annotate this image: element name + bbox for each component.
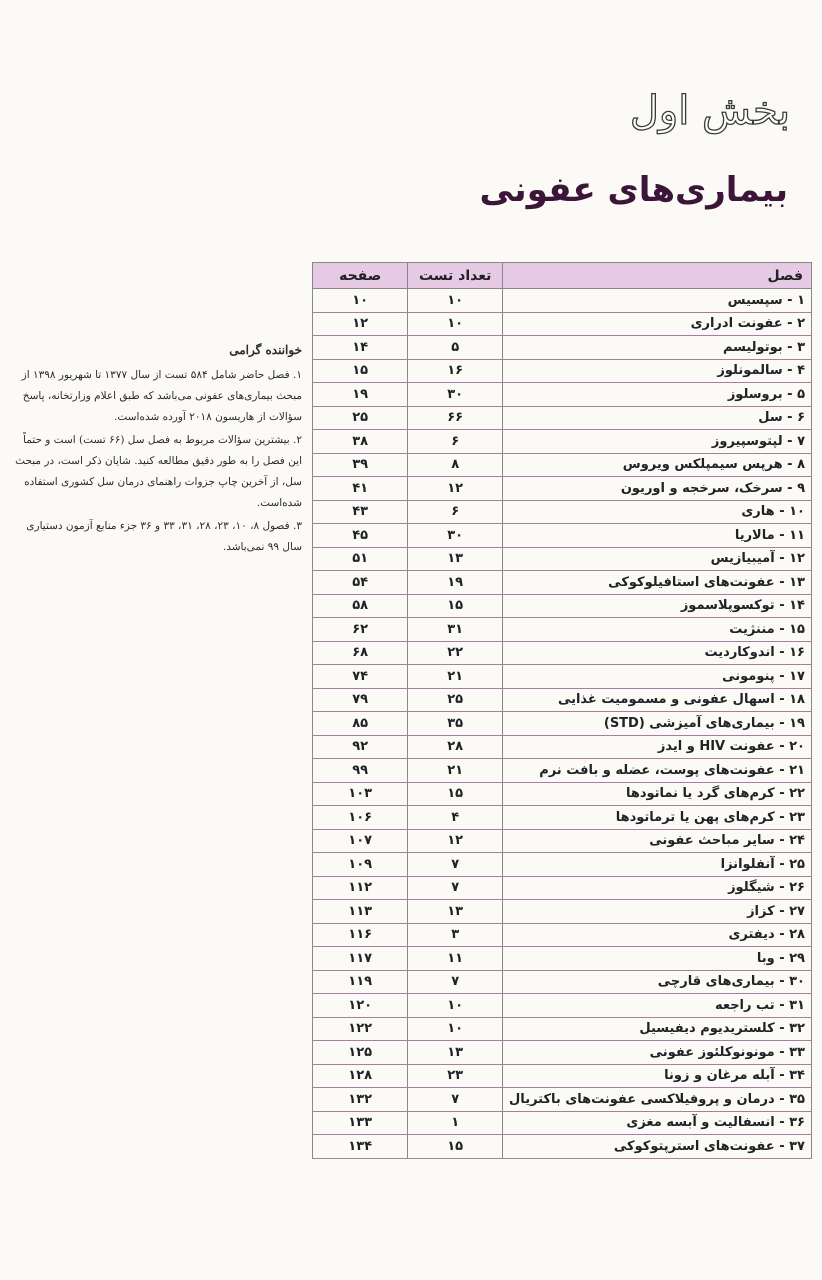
table-body: [313, 289, 812, 1159]
count-cell: ۱۳: [408, 547, 503, 571]
page-cell: ۳۸: [313, 430, 408, 454]
count-cell: ۱۰: [408, 289, 503, 313]
table-row: [313, 1111, 812, 1135]
page-cell: ۲۵: [313, 406, 408, 430]
chapter-cell: ۲۱ - عفونت‌های پوست، عضله و بافت نرم: [503, 759, 812, 783]
count-cell: ۱: [408, 1111, 503, 1135]
reader-note: [10, 340, 302, 560]
note-paragraph: ۳. فصول ۸، ۱۰، ۲۳، ۲۸، ۳۱، ۳۳ و ۳۶ جزء منابع آزمون دستیاری سال ۹۹ نمی‌باشد.: [26, 520, 302, 553]
count-cell: ۷: [408, 876, 503, 900]
table-row: [313, 665, 812, 689]
count-cell: ۱۵: [408, 594, 503, 618]
count-cell: ۶: [408, 430, 503, 454]
page-cell: ۱۹: [313, 383, 408, 407]
table-row: [313, 923, 812, 947]
header-count: تعداد تست: [408, 263, 503, 289]
chapter-cell: ۲۸ - دیفتری: [503, 923, 812, 947]
table-row: [313, 359, 812, 383]
chapter-cell: ۳۳ - مونونوکلئوز عفونی: [503, 1041, 812, 1065]
chapter-cell: ۶ - سل: [503, 406, 812, 430]
count-cell: ۱۶: [408, 359, 503, 383]
chapter-cell: ۱۶ - اندوکاردیت: [503, 641, 812, 665]
table-row: [313, 477, 812, 501]
page-cell: ۹۹: [313, 759, 408, 783]
chapter-cell: ۲۲ - کرم‌های گرد یا نماتودها: [503, 782, 812, 806]
note-paragraph: ۱. فصل حاضر شامل ۵۸۴ تست از سال ۱۳۷۷ تا شهریور ۱۳۹۸ از مبحث بیماری‌های عفونی می‌باشد که طبق اعلام وزارتخانه، پاسخ سؤالات از هاریسون ۲۰۱۸ آورده شده‌است.: [21, 369, 302, 423]
page-cell: ۴۳: [313, 500, 408, 524]
page-cell: ۶۲: [313, 618, 408, 642]
table-row: [313, 594, 812, 618]
table-header-row: [313, 263, 812, 289]
chapter-cell: ۳۴ - آبله مرغان و زونا: [503, 1064, 812, 1088]
table-row: [313, 453, 812, 477]
page-cell: ۷۴: [313, 665, 408, 689]
count-cell: ۱۰: [408, 1017, 503, 1041]
count-cell: ۱۵: [408, 1135, 503, 1159]
chapter-cell: ۱۷ - پنومونی: [503, 665, 812, 689]
page-cell: ۱۰۶: [313, 806, 408, 830]
table-row: [313, 383, 812, 407]
chapter-cell: ۳۶ - انسفالیت و آبسه مغزی: [503, 1111, 812, 1135]
table-row: [313, 618, 812, 642]
count-cell: ۱۲: [408, 477, 503, 501]
count-cell: ۱۵: [408, 782, 503, 806]
count-cell: ۲۲: [408, 641, 503, 665]
count-cell: ۱۹: [408, 571, 503, 595]
table-row: [313, 289, 812, 313]
table-row: [313, 806, 812, 830]
chapter-cell: ۱۱ - مالاریا: [503, 524, 812, 548]
chapter-cell: ۲۹ - وبا: [503, 947, 812, 971]
page-cell: ۷۹: [313, 688, 408, 712]
chapter-cell: ۲۶ - شیگلوز: [503, 876, 812, 900]
chapter-cell: ۲۰ - عفونت HIV و ایدز: [503, 735, 812, 759]
page-cell: ۱۲۲: [313, 1017, 408, 1041]
count-cell: ۲۱: [408, 759, 503, 783]
page-cell: ۳۹: [313, 453, 408, 477]
count-cell: ۲۵: [408, 688, 503, 712]
page-cell: ۱۴: [313, 336, 408, 360]
table-row: [313, 876, 812, 900]
table-row: [313, 641, 812, 665]
count-cell: ۷: [408, 853, 503, 877]
table-row: [313, 970, 812, 994]
count-cell: ۴: [408, 806, 503, 830]
chapter-cell: ۱۳ - عفونت‌های استافیلوکوکی: [503, 571, 812, 595]
chapter-cell: ۷ - لپتوسپیروز: [503, 430, 812, 454]
count-cell: ۲۸: [408, 735, 503, 759]
page-cell: ۱۱۲: [313, 876, 408, 900]
table-row: [313, 900, 812, 924]
page-cell: ۴۱: [313, 477, 408, 501]
header-chapter: فصل: [503, 263, 812, 289]
page-cell: ۱۲۵: [313, 1041, 408, 1065]
table-row: [313, 1064, 812, 1088]
chapter-cell: ۱۴ - توکسوپلاسموز: [503, 594, 812, 618]
table-row: [313, 947, 812, 971]
count-cell: ۶۶: [408, 406, 503, 430]
count-cell: ۱۳: [408, 1041, 503, 1065]
count-cell: ۱۲: [408, 829, 503, 853]
count-cell: ۱۰: [408, 994, 503, 1018]
table-row: [313, 1088, 812, 1112]
table-row: [313, 1135, 812, 1159]
note-title: خواننده گرامی: [229, 343, 302, 357]
table-row: [313, 524, 812, 548]
count-cell: ۷: [408, 970, 503, 994]
table-row: [313, 759, 812, 783]
page-cell: ۱۲۰: [313, 994, 408, 1018]
page-cell: ۵۱: [313, 547, 408, 571]
section-title: بیماری‌های عفونی: [479, 170, 788, 210]
table-row: [313, 336, 812, 360]
chapter-cell: ۲۷ - کزاز: [503, 900, 812, 924]
chapter-cell: ۹ - سرخک، سرخجه و اوریون: [503, 477, 812, 501]
table-row: [313, 1017, 812, 1041]
table-row: [313, 500, 812, 524]
table-row: [313, 1041, 812, 1065]
page-cell: ۴۵: [313, 524, 408, 548]
chapter-cell: ۳۱ - تب راجعه: [503, 994, 812, 1018]
table-row: [313, 547, 812, 571]
table-row: [313, 782, 812, 806]
chapter-cell: ۲۴ - سایر مباحث عفونی: [503, 829, 812, 853]
chapter-cell: ۲۵ - آنفلوانزا: [503, 853, 812, 877]
page-cell: ۱۱۷: [313, 947, 408, 971]
chapter-cell: ۳۰ - بیماری‌های قارچی: [503, 970, 812, 994]
chapter-cell: ۸ - هرپس سیمپلکس ویروس: [503, 453, 812, 477]
page-cell: ۱۲: [313, 312, 408, 336]
page-cell: ۱۵: [313, 359, 408, 383]
chapter-cell: ۱ - سپسیس: [503, 289, 812, 313]
page-cell: ۶۸: [313, 641, 408, 665]
chapter-cell: ۳۷ - عفونت‌های استرپتوکوکی: [503, 1135, 812, 1159]
table-row: [313, 994, 812, 1018]
page-cell: ۸۵: [313, 712, 408, 736]
chapter-cell: ۳۵ - درمان و پروفیلاکسی عفونت‌های باکتریال: [503, 1088, 812, 1112]
header-page: صفحه: [313, 263, 408, 289]
page-cell: ۱۰۷: [313, 829, 408, 853]
count-cell: ۳: [408, 923, 503, 947]
table-row: [313, 312, 812, 336]
page-cell: ۵۸: [313, 594, 408, 618]
page-cell: ۱۰۳: [313, 782, 408, 806]
count-cell: ۳۵: [408, 712, 503, 736]
table-row: [313, 829, 812, 853]
chapter-cell: ۱۸ - اسهال عفونی و مسمومیت غذایی: [503, 688, 812, 712]
table-row: [313, 430, 812, 454]
chapter-cell: ۱۲ - آمیبیازیس: [503, 547, 812, 571]
table-row: [313, 735, 812, 759]
count-cell: ۱۳: [408, 900, 503, 924]
chapter-cell: ۳۲ - کلستریدیوم دیفیسیل: [503, 1017, 812, 1041]
count-cell: ۳۰: [408, 383, 503, 407]
page-cell: ۱۳۴: [313, 1135, 408, 1159]
chapter-cell: ۴ - سالمونلوز: [503, 359, 812, 383]
page-cell: ۱۰۹: [313, 853, 408, 877]
count-cell: ۳۰: [408, 524, 503, 548]
chapter-cell: ۱۰ - هاری: [503, 500, 812, 524]
section-label: بخش اول: [629, 88, 790, 134]
count-cell: ۱۱: [408, 947, 503, 971]
table-row: [313, 688, 812, 712]
count-cell: ۶: [408, 500, 503, 524]
count-cell: ۸: [408, 453, 503, 477]
page-cell: ۱۳۳: [313, 1111, 408, 1135]
page-cell: ۱۳۲: [313, 1088, 408, 1112]
count-cell: ۱۰: [408, 312, 503, 336]
chapter-cell: ۱۵ - مننژیت: [503, 618, 812, 642]
page-cell: ۱۱۶: [313, 923, 408, 947]
chapter-cell: ۵ - بروسلوز: [503, 383, 812, 407]
chapter-cell: ۳ - بوتولیسم: [503, 336, 812, 360]
table-row: [313, 712, 812, 736]
chapter-cell: ۱۹ - بیماری‌های آمیزشی (STD): [503, 712, 812, 736]
chapter-cell: ۲ - عفونت ادراری: [503, 312, 812, 336]
chapter-cell: ۲۳ - کرم‌های پهن یا ترماتودها: [503, 806, 812, 830]
page-cell: ۵۴: [313, 571, 408, 595]
table-row: [313, 571, 812, 595]
table-row: [313, 406, 812, 430]
count-cell: ۵: [408, 336, 503, 360]
page-cell: ۱۲۸: [313, 1064, 408, 1088]
page-cell: ۱۰: [313, 289, 408, 313]
count-cell: ۲۱: [408, 665, 503, 689]
count-cell: ۲۳: [408, 1064, 503, 1088]
page-cell: ۹۲: [313, 735, 408, 759]
page-cell: ۱۱۹: [313, 970, 408, 994]
count-cell: ۳۱: [408, 618, 503, 642]
table-row: [313, 853, 812, 877]
note-paragraph: ۲. بیشترین سؤالات مربوط به فصل سل (۶۶ تست) است و حتماً این فصل را به طور دقیق مطالعه کنید. شایان ذکر است، در مبحث سل، از آخرین چاپ جزوات راهنمای درمان سل کشوری استفاده شده‌است.: [15, 434, 302, 509]
page-cell: ۱۱۳: [313, 900, 408, 924]
count-cell: ۷: [408, 1088, 503, 1112]
chapter-table: [312, 262, 812, 1159]
